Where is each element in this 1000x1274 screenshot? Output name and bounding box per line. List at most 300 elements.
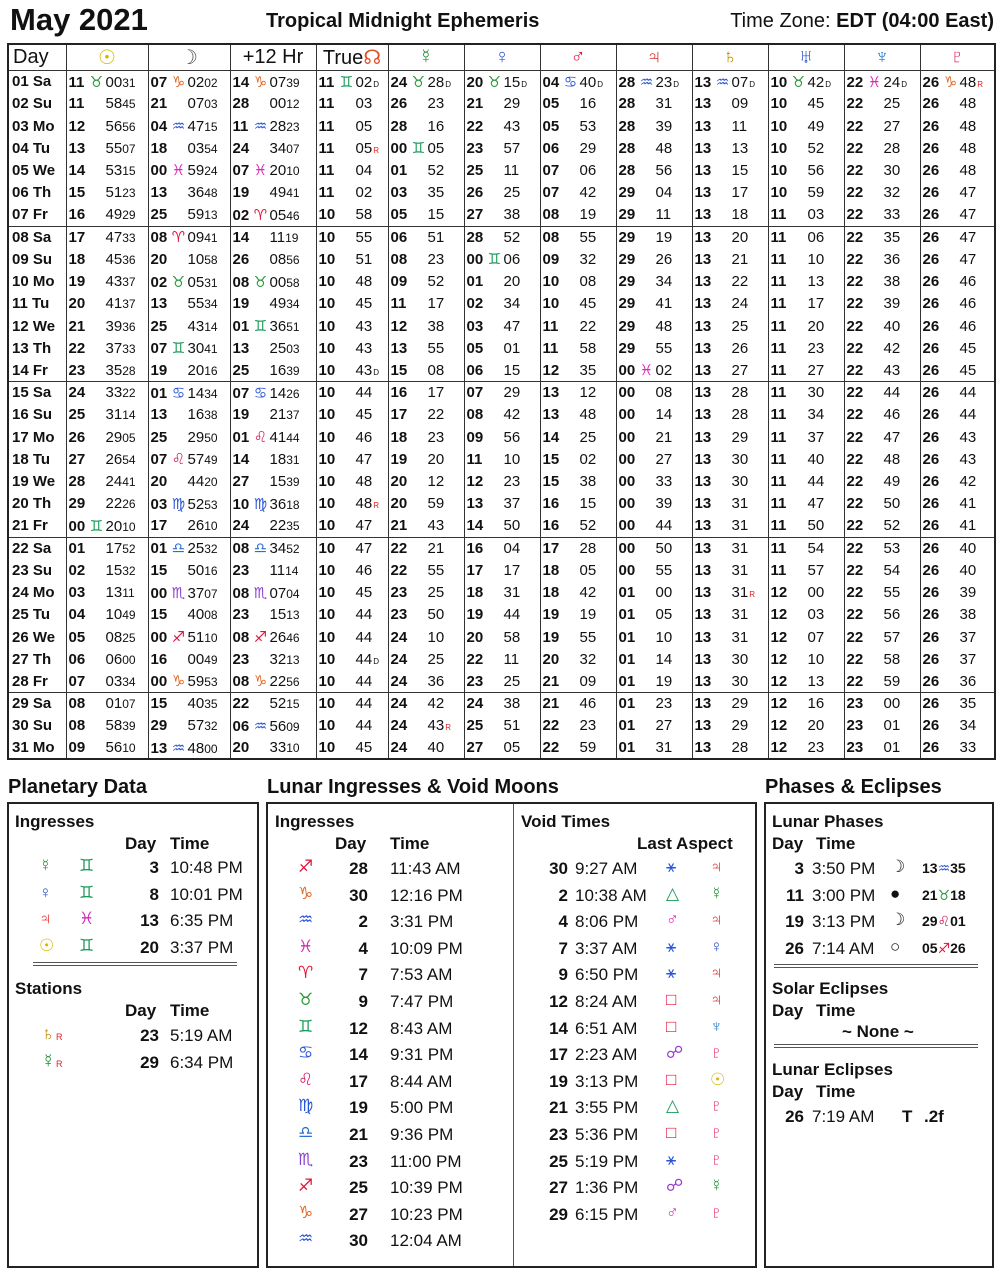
degree-value: 12 xyxy=(770,584,788,602)
minutes-value: 03 xyxy=(355,95,373,113)
position-cell xyxy=(768,337,844,359)
lunar-ingresses-label: Ingresses xyxy=(275,812,355,831)
aquarius-icon: ♒ xyxy=(298,910,314,930)
position-cell xyxy=(844,693,920,715)
degree-value: 24 xyxy=(390,73,408,91)
position-cell xyxy=(692,293,768,315)
seconds-value: 32 xyxy=(204,719,218,734)
minutes-value: 20 xyxy=(503,273,521,291)
degree-value: 08 xyxy=(232,540,250,558)
minutes-value: 29 xyxy=(731,695,749,713)
degree-value: 29 xyxy=(150,717,168,735)
position-cell xyxy=(66,582,148,604)
position-cell xyxy=(768,71,844,93)
page-header xyxy=(0,0,1000,42)
degree-value: 28 xyxy=(466,228,484,246)
degree-value: 11 xyxy=(770,250,787,268)
degree-value: 08 xyxy=(232,584,250,602)
position-cell xyxy=(230,204,316,226)
position-cell xyxy=(540,137,616,159)
position-cell xyxy=(920,537,995,559)
phase-position xyxy=(922,860,966,877)
pluto-icon: ♇ xyxy=(710,1123,723,1142)
minutes-value: 35 xyxy=(959,695,977,713)
position-cell xyxy=(616,182,692,204)
minutes-value: 11 xyxy=(503,161,520,179)
position-cell xyxy=(920,226,995,248)
minutes-value: 23 xyxy=(427,250,445,268)
seconds-value: 35 xyxy=(286,519,300,534)
degree-value: 22 xyxy=(846,495,864,513)
lunar-ingress-time: 5:00 PM xyxy=(390,1098,454,1118)
seconds-value: 19 xyxy=(285,230,299,245)
position-cell xyxy=(464,737,540,759)
position-cell xyxy=(920,559,995,581)
position-cell xyxy=(616,93,692,115)
station-day: 29 xyxy=(140,1053,159,1072)
degree-value: 01 xyxy=(618,650,636,668)
position-cell xyxy=(148,93,230,115)
degree-value: 15 xyxy=(150,695,168,713)
degree-value: 12 xyxy=(770,628,788,646)
table-row xyxy=(8,204,995,226)
minutes-value: 29 xyxy=(503,95,521,113)
degree-value: 13 xyxy=(694,739,712,757)
seconds-value: 58 xyxy=(204,252,218,267)
position-cell xyxy=(692,315,768,337)
minutes-value: 31 xyxy=(731,628,749,646)
position-cell xyxy=(920,693,995,715)
position-cell xyxy=(148,248,230,270)
position-cell xyxy=(66,737,148,759)
minutes-value: 48 xyxy=(579,406,597,424)
position-cell xyxy=(388,670,464,692)
void-day: 27 xyxy=(549,1178,568,1198)
position-cell xyxy=(388,693,464,715)
degree-value: 11 xyxy=(770,206,787,224)
retrograde-marker: R xyxy=(977,79,983,89)
minutes-value: 27 xyxy=(883,117,901,135)
seconds-value: 54 xyxy=(122,452,136,467)
minutes-value: 44 xyxy=(959,406,977,424)
degree-value: 00 xyxy=(150,162,168,180)
minutes-value: 54 xyxy=(883,561,901,579)
position-cell xyxy=(148,515,230,537)
degree-value: 20 xyxy=(390,473,408,491)
minutes-value: 33 xyxy=(105,384,123,402)
minutes-value: 56 xyxy=(807,161,825,179)
minutes-value: 11 xyxy=(503,650,520,668)
position-cell xyxy=(148,626,230,648)
minutes-value: 13 xyxy=(105,584,123,602)
position-cell xyxy=(616,426,692,448)
degree-value: 27 xyxy=(232,473,250,491)
degree-value: 23 xyxy=(390,584,408,602)
degree-value: 14 xyxy=(232,228,250,246)
minutes-value: 57 xyxy=(187,717,205,735)
seconds-value: 36 xyxy=(122,252,136,267)
minutes-value: 46 xyxy=(883,406,901,424)
minutes-value: 40 xyxy=(187,606,205,624)
degree-value: 13 xyxy=(694,628,712,646)
minutes-value: 16 xyxy=(807,695,825,713)
taurus-icon: ♉ xyxy=(253,273,268,291)
position-cell xyxy=(616,159,692,181)
degree-value: 20 xyxy=(232,739,250,757)
position-cell xyxy=(540,626,616,648)
degree-value: 21 xyxy=(542,695,560,713)
position-cell xyxy=(920,670,995,692)
degree-value: 13 xyxy=(68,139,86,157)
minutes-value: 50 xyxy=(187,561,205,579)
position-cell xyxy=(388,159,464,181)
degree-value: 17 xyxy=(150,517,168,535)
minutes-value: 34 xyxy=(655,273,673,291)
lunar-time-header: Time xyxy=(390,834,430,853)
degree-value: 00 xyxy=(618,428,636,446)
position-cell xyxy=(388,582,464,604)
position-cell xyxy=(920,293,995,315)
lunar-ingress-day: 23 xyxy=(349,1151,368,1171)
jupiter-icon: ♃ xyxy=(39,909,52,928)
day-cell: 31 Mo xyxy=(12,739,55,757)
degree-value: 26 xyxy=(922,561,940,579)
seconds-value: 23 xyxy=(286,120,300,135)
lunar-eclipse-time-header: Time xyxy=(816,1082,856,1101)
position-cell xyxy=(616,71,692,93)
minutes-value: 42 xyxy=(883,339,901,357)
degree-value: 13 xyxy=(150,739,168,757)
degree-value: 21 xyxy=(922,886,938,903)
table-row xyxy=(8,537,995,559)
degree-value: 26 xyxy=(922,428,940,446)
minutes-value: 47 xyxy=(355,517,373,535)
position-cell xyxy=(66,93,148,115)
degree-value: 18 xyxy=(68,250,86,268)
position-cell xyxy=(692,182,768,204)
degree-value: 07 xyxy=(150,340,168,358)
seconds-value: 51 xyxy=(286,320,300,335)
minutes-value: 08 xyxy=(105,628,123,646)
lunar-ingress-time: 10:39 PM xyxy=(390,1178,463,1198)
minutes-value: 38 xyxy=(427,317,445,335)
position-cell xyxy=(230,93,316,115)
position-cell xyxy=(316,182,388,204)
degree-value: 13 xyxy=(694,317,712,335)
minutes-value: 34 xyxy=(807,406,825,424)
minutes-value: 44 xyxy=(355,672,373,690)
degree-value: 12 xyxy=(770,650,788,668)
seconds-value: 10 xyxy=(122,741,136,756)
aquarius-icon: ♒ xyxy=(253,118,268,136)
minutes-value: 35 xyxy=(883,228,901,246)
table-row xyxy=(8,493,995,515)
minutes-value: 46 xyxy=(355,428,373,446)
divider xyxy=(33,962,237,966)
position-cell xyxy=(464,71,540,93)
degree-value: 10 xyxy=(318,273,336,291)
minutes-value: 59 xyxy=(579,739,597,757)
seconds-value: 41 xyxy=(122,475,136,490)
position-cell xyxy=(464,248,540,270)
pluto-icon: ♇ xyxy=(710,1096,723,1116)
minutes-value: 21 xyxy=(427,539,445,557)
minutes-value: 03 xyxy=(807,606,825,624)
lunar-ingress-day: 19 xyxy=(349,1098,368,1118)
degree-value: 13 xyxy=(694,606,712,624)
table-row xyxy=(8,337,995,359)
degree-value: 13 xyxy=(694,584,712,602)
direct-marker: D xyxy=(597,79,603,89)
position-cell xyxy=(844,270,920,292)
degree-value: 26 xyxy=(922,184,940,202)
position-cell xyxy=(66,337,148,359)
minutes-value: 48 xyxy=(355,495,373,513)
pisces-icon: ♓ xyxy=(867,73,882,91)
sextile-icon: ⚹ xyxy=(666,963,677,983)
minutes-value: 38 xyxy=(579,473,597,491)
position-cell xyxy=(844,648,920,670)
seconds-value: 22 xyxy=(122,386,136,401)
phase-time: 3:50 PM xyxy=(812,859,876,878)
degree-value: 08 xyxy=(68,695,86,713)
minutes-value: 43 xyxy=(883,361,901,379)
position-cell xyxy=(768,448,844,470)
taurus-icon: ♉ xyxy=(791,73,806,91)
position-cell xyxy=(920,115,995,137)
minutes-value: 56 xyxy=(655,161,673,179)
seconds-value: 12 xyxy=(286,97,300,112)
minutes-value: 28 xyxy=(883,139,901,157)
minutes-value: 55 xyxy=(655,339,673,357)
minutes-value: 48 xyxy=(655,139,673,157)
degree-value: 22 xyxy=(466,650,484,668)
seconds-value: 15 xyxy=(204,120,218,135)
degree-value: 01 xyxy=(618,606,636,624)
day-cell: 22 Sa xyxy=(12,539,52,557)
seconds-value: 14 xyxy=(204,319,218,334)
position-cell xyxy=(844,382,920,404)
position-cell xyxy=(464,359,540,381)
degree-value: 22 xyxy=(846,650,864,668)
minutes-value: 27 xyxy=(655,450,673,468)
minutes-value: 25 xyxy=(427,650,445,668)
minutes-value: 59 xyxy=(187,206,205,224)
position-cell xyxy=(920,315,995,337)
position-cell xyxy=(148,737,230,759)
pisces-icon: ♓ xyxy=(639,362,654,380)
degree-value: 26 xyxy=(922,295,940,313)
minutes-value: 22 xyxy=(269,517,287,535)
position-cell xyxy=(148,159,230,181)
seconds-value: 03 xyxy=(286,341,300,356)
minutes-value: 16 xyxy=(269,361,287,379)
day-cell: 09 Su xyxy=(12,250,53,268)
day-cell: 19 We xyxy=(12,473,56,491)
solar-eclipses-label: Solar Eclipses xyxy=(772,979,889,998)
minutes-value: 11 xyxy=(269,561,286,579)
minutes-value: 45 xyxy=(355,584,373,602)
degree-value: 12 xyxy=(68,117,86,135)
degree-value: 04 xyxy=(68,606,86,624)
degree-value: 22 xyxy=(542,739,560,757)
degree-value: 05 xyxy=(68,628,86,646)
degree-value: 00 xyxy=(618,450,636,468)
degree-value: 03 xyxy=(466,317,484,335)
position-cell xyxy=(540,448,616,470)
minutes-value: 26 xyxy=(655,250,673,268)
minutes-value: 45 xyxy=(959,361,977,379)
capricorn-icon: ♑ xyxy=(171,73,186,91)
ingress-time: 10:48 PM xyxy=(170,858,243,877)
minutes-value: 12 xyxy=(579,384,597,402)
minutes-value: 34 xyxy=(269,139,287,157)
capricorn-icon: ♑ xyxy=(253,73,268,91)
degree-value: 24 xyxy=(232,139,250,157)
degree-value: 17 xyxy=(390,406,408,424)
minutes-value: 35 xyxy=(427,184,445,202)
position-cell xyxy=(616,670,692,692)
position-cell xyxy=(230,493,316,515)
position-cell xyxy=(316,448,388,470)
capricorn-icon: ♑ xyxy=(943,73,958,91)
minutes-value: 19 xyxy=(655,228,673,246)
degree-value: 19 xyxy=(68,273,86,291)
degree-value: 13 xyxy=(694,228,712,246)
degree-value: 25 xyxy=(466,717,484,735)
minutes-value: 35 xyxy=(579,361,597,379)
position-cell xyxy=(540,670,616,692)
minutes-value: 23 xyxy=(503,473,521,491)
degree-value: 26 xyxy=(68,428,86,446)
leo-icon: ♌ xyxy=(253,429,268,447)
position-cell xyxy=(66,470,148,492)
position-cell xyxy=(692,426,768,448)
minutes-value: 23 xyxy=(807,739,825,757)
minutes-value: 59 xyxy=(883,672,901,690)
void-time: 8:06 PM xyxy=(575,912,639,932)
position-cell xyxy=(464,93,540,115)
eclipse-time: 7:19 AM xyxy=(812,1107,875,1126)
retrograde-marker: R xyxy=(445,723,451,733)
degree-value: 13 xyxy=(694,650,712,668)
void-day: 7 xyxy=(558,938,568,958)
square-icon: □ xyxy=(666,990,677,1009)
minutes-value: 22 xyxy=(427,406,445,424)
venus-icon: ♀ xyxy=(39,882,52,902)
position-cell xyxy=(844,115,920,137)
degree-value: 11 xyxy=(770,361,787,379)
position-cell xyxy=(66,537,148,559)
position-cell xyxy=(616,226,692,248)
position-cell xyxy=(230,715,316,737)
position-cell xyxy=(692,626,768,648)
degree-value: 13 xyxy=(694,139,712,157)
seconds-value: 50 xyxy=(204,430,218,445)
position-cell xyxy=(316,382,388,404)
lunar-ingress-time: 8:43 AM xyxy=(390,1018,453,1038)
position-cell xyxy=(844,182,920,204)
new-moon-icon: ● xyxy=(890,883,901,903)
lunar-ingress-time: 12:04 AM xyxy=(390,1231,462,1251)
last-aspect-header: Last Aspect xyxy=(637,834,733,853)
degree-value: 15 xyxy=(542,450,560,468)
degree-value: 26 xyxy=(922,161,940,179)
position-cell xyxy=(464,493,540,515)
minutes-value: 25 xyxy=(731,317,749,335)
minutes-value: 31 xyxy=(731,606,749,624)
seconds-value: 49 xyxy=(122,608,136,623)
square-icon: □ xyxy=(666,1123,677,1142)
seconds-value: 46 xyxy=(286,208,300,223)
position-cell xyxy=(66,559,148,581)
minutes-value: 34 xyxy=(959,717,977,735)
minutes-value: 29 xyxy=(579,139,597,157)
minutes-value: 16 xyxy=(427,117,445,135)
minutes-value: 54 xyxy=(807,539,825,557)
minutes-value: 48 xyxy=(883,450,901,468)
libra-icon: ♎ xyxy=(298,1123,314,1142)
position-cell xyxy=(692,582,768,604)
degree-value: 26 xyxy=(922,361,940,379)
degree-value: 10 xyxy=(318,672,336,690)
seconds-value: 52 xyxy=(286,542,300,557)
degree-value: 24 xyxy=(232,517,250,535)
minutes-value: 37 xyxy=(503,495,521,513)
minutes-value: 06 xyxy=(579,161,597,179)
seconds-value: 41 xyxy=(204,231,218,246)
day-cell: 30 Su xyxy=(12,717,53,735)
minutes-value: 58 xyxy=(883,650,901,668)
minutes-value: 05 xyxy=(269,206,287,224)
position-cell xyxy=(540,404,616,426)
degree-value: 29 xyxy=(618,295,636,313)
retrograde-marker: R xyxy=(56,1059,63,1069)
position-cell xyxy=(316,426,388,448)
position-cell xyxy=(616,582,692,604)
position-cell xyxy=(230,270,316,292)
minutes-value: 57 xyxy=(187,451,205,469)
position-cell xyxy=(388,648,464,670)
degree-value: 27 xyxy=(466,206,484,224)
position-cell xyxy=(844,626,920,648)
degree-value: 11 xyxy=(770,339,787,357)
leo-icon: ♌ xyxy=(937,913,951,929)
minutes-value: 56 xyxy=(883,606,901,624)
position-cell xyxy=(316,470,388,492)
position-cell xyxy=(844,71,920,93)
minutes-value: 58 xyxy=(105,95,123,113)
minutes-value: 44 xyxy=(355,650,373,668)
minutes-value: 00 xyxy=(269,273,287,291)
degree-value: 11 xyxy=(770,561,787,579)
degree-value: 10 xyxy=(318,584,336,602)
position-cell xyxy=(616,359,692,381)
degree-value: 03 xyxy=(150,495,168,513)
phase-day: 11 xyxy=(786,885,804,905)
position-cell xyxy=(66,182,148,204)
position-cell xyxy=(616,604,692,626)
minutes-value: 43 xyxy=(355,361,373,379)
position-cell xyxy=(230,470,316,492)
degree-value: 12 xyxy=(770,672,788,690)
degree-value: 26 xyxy=(922,339,940,357)
minutes-value: 05 xyxy=(355,117,373,135)
col-moon-icon: ☽ xyxy=(148,44,230,71)
degree-value: 06 xyxy=(232,717,250,735)
minutes-value: 05 xyxy=(579,561,597,579)
direct-marker: D xyxy=(373,79,379,89)
